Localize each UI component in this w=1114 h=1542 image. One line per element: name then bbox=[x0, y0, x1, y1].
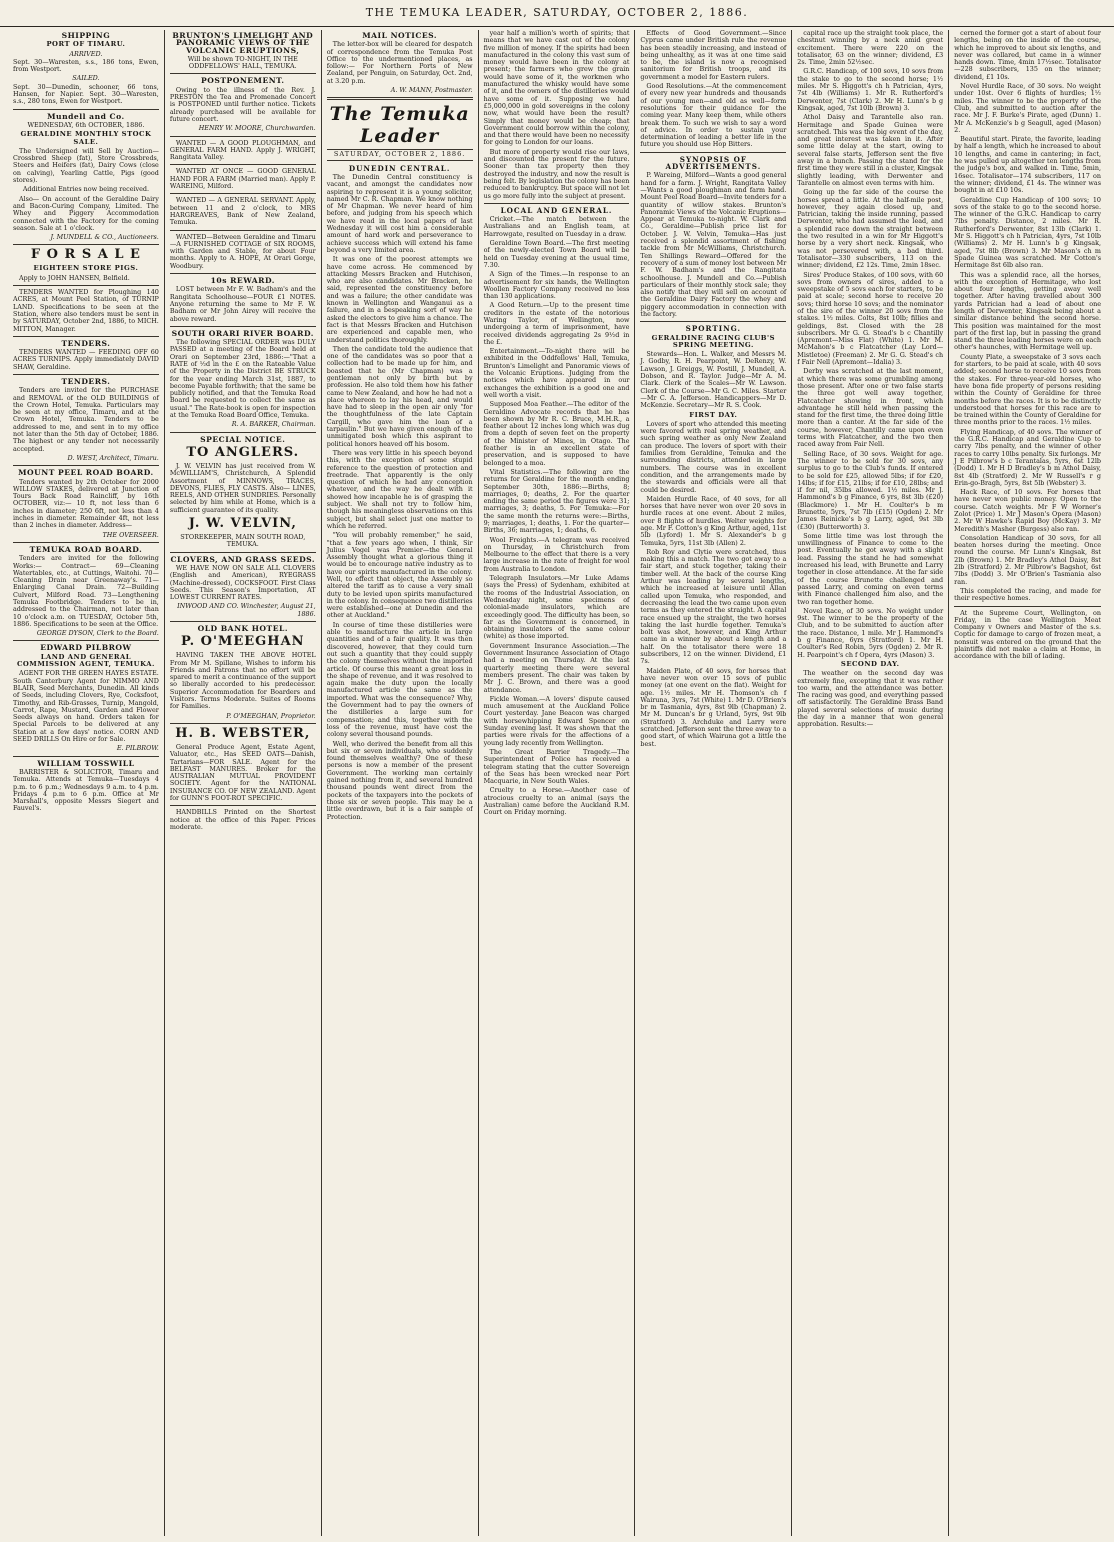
wanted-servant-text: WANTED — A GENERAL SERVANT. Apply, between 11 and 2 o'clock, to MRS HARGREAVES, Bank of New Zealand, Temuka. bbox=[169, 196, 316, 227]
omeeghan-text: HAVING TAKEN THE ABOVE HOTEL From Mr M. Spillane, Wishes to inform his Friends and Patrons that no effort will be spared to merit a continuance of the support so liberally accorded to his predecessor. Superior Accommodation for Boarders and Visitors. Terms Moderate. Suites of Rooms for Families. bbox=[169, 651, 316, 711]
divider bbox=[327, 97, 473, 100]
divider bbox=[640, 152, 786, 153]
local-general-heading: LOCAL AND GENERAL. bbox=[500, 205, 613, 215]
reward-heading: 10s REWARD. bbox=[210, 276, 275, 286]
race-report: County Plate, a sweepstake of 3 sovs each for starters, to be paid at scale, with 40 sovs added; second horse to receive 10 sovs from the stakes. For three-year-old horses, who have bona fide property of persons residing within the County of Geraldine for three months before the races. It is to be distinctly understood that horses for this race are to be trained within the County of Geraldine for three months prior to the races. 1½ miles. bbox=[954, 352, 1101, 427]
divider bbox=[13, 244, 159, 245]
columns-container bbox=[8, 30, 1106, 1536]
race-report: cerned the former got a start of about four lengths, being on the inside of the course, which he improved to about six lengths, and never was collared, but came in a winner hands down. Time, 4min 17½sec. Totalisator—228 subscribers, 135 on the winner; dividend, £1 10s. bbox=[954, 30, 1101, 81]
divider bbox=[13, 336, 159, 337]
postponement-heading: POSTPONEMENT. bbox=[201, 76, 285, 86]
newspaper-title-block bbox=[327, 103, 473, 160]
sailed-heading: SAILED. bbox=[72, 74, 100, 83]
race-report: Novel Hurdle Race, of 30 sovs. No weight under 10st. Over 6 flights of hurdles; 1½ miles. The winner to be the property of the Club, and submitted to auction after the race. Mr J. F. Burke's Pirate, aged (Dunn) 1. Mr A. McKenzie's b g Seagull, aged (Mason) 2. bbox=[954, 82, 1101, 134]
divider bbox=[954, 606, 1101, 607]
race-report: Maiden Hurdle Race, of 40 sovs, for all horses that have never won over 20 sovs in hurdle races at one event. About 2 miles, over 8 flights of hurdles. Welter weights for age. Mr F. Cotton's g King Arthur, aged, 11st 5lb (Lyford) 1. Mr S. Alexander's b g Temuka, 5yrs, 11st 3lb (Allen) 2. bbox=[640, 494, 787, 547]
south-orari-signature: R. A. BARKER, Chairman. bbox=[231, 420, 316, 429]
ploughing-tenders-text: TENDERS WANTED for Ploughing 140 ACRES, at Mount Peel Station, of TURNIP LAND. Specifications to be seen at the Station, where also tenders must be sent in by SATURDAY, October 2nd, 1886, to MICH. MITTON, Manager. bbox=[13, 288, 159, 333]
geraldine-sale-text: The Undersigned will Sell by Auction— Crossbred Sheep (fat), Store Crossbreds, Steers and Heifers (fat), Dairy Cows (close on calving), Yearling Cattle, Pigs (good stores). bbox=[13, 146, 159, 185]
south-orari-heading: SOUTH ORARI RIVER BOARD. bbox=[171, 328, 314, 338]
mundell-signature: J. MUNDELL & CO., Auctioneers. bbox=[50, 233, 159, 242]
velvin-subheading: STOREKEEPER, MAIN SOUTH ROAD, TEMUKA. bbox=[180, 533, 306, 549]
brunton-heading: BRUNTON'S LIMELIGHT AND PANORAMIC VIEWS OF THE VOLCANIC ERUPTIONS, bbox=[172, 31, 314, 55]
divider bbox=[170, 326, 316, 327]
mundell-date: WEDNESDAY, 6th OCTOBER, 1886. bbox=[27, 120, 145, 129]
divider bbox=[13, 285, 159, 286]
local-item: Vital Statistics.—The following are the returns for Geraldine for the month ending September 30th, 1886:—Births, 8; marriages, 0; deaths, 2. For the quarter ending the same period the figures were 31; marriages, 3; deaths, 5. For Temuka:—For the same month the returns were:—Births, 9; marriages, 1; deaths, 1. For the quarter—Births, 36; marriages, 1; deaths, 6. bbox=[483, 467, 630, 535]
dunedin-paragraph: The Dunedin Central constituency is vacant, and amongst the candidates now aspiring to represent it is a young solicitor, named Mr C. R. Chapman. We know nothing of Mr Chapman. We never heard of him before, and judging from his speech which we have read in the local papers of last Wednesday it will cost him a considerable amount of hard work and perseverance to achieve success which will extend his fame beyond a very limited area. bbox=[326, 172, 473, 254]
arrived-text: Sept. 30—Waresten, s.s., 186 tons, Ewen, from Westport. bbox=[13, 57, 159, 74]
shipping-heading: SHIPPING bbox=[61, 31, 111, 40]
divider bbox=[170, 73, 316, 74]
divider bbox=[170, 230, 316, 231]
column-4 bbox=[479, 30, 636, 1536]
court-report: At the Supreme Court, Wellington, on Friday, in the case Wellington Meat Company v Owners and Master of the s.s. Coptic for damage to cargo of frozen meat, a nonsuit was entered on the ground that the plaintiffs did not make a claim at Home, in accordance with the bill of lading. bbox=[954, 608, 1101, 661]
divider bbox=[13, 640, 159, 641]
pilbrow-signature: E. PILBROW. bbox=[116, 744, 159, 753]
editorial-continued: But more of property would rise our laws, and discounted the present for the future. Sooner than tax property then they destroyed the industry, and now the result is being felt. By legislation the colony has been reduced to bankruptcy. But space will not let us go more fully into the subject at present. bbox=[483, 147, 630, 200]
omeeghan-signature: P. O'MEEGHAN, Proprietor. bbox=[226, 711, 316, 720]
editorial-continued: year half a million's worth of spirits; that means that we have cast out of the colony five million of money. If the spirits had been manufactured in the colony this vast sum of money would have been in the colony at present; the farmers who grew the grain would have some of it, the workmen who manufactured the whisky would have some of it, and the owners of the distilleries would have some of it. Supposing we had £5,000,000 in gold sovereigns in the colony now, what would have been the result? Simply that money would be cheap; that Government could borrow within the colony, and that there would have been no necessity for going to London for our loans. bbox=[483, 30, 630, 147]
dunedin-paragraph: Then the candidate told the audience that one of the candidates was so poor that a collection had to be made up for him, and boasted that he (Mr Chapman) was a gentleman not only by birth but by profession. He also told them how his father came to New Zealand, and how he had not a place whereon to lay his head, and would have had to sleep in the open air only "for the thoughtfulness of the late Captain Cargill, who gave him the loan of a tarpaulin." But we have given enough of the unmitigated bosh which this aspirant to political honors heaved off his bosom. bbox=[326, 344, 473, 448]
for-sale-text: Apply to JOHN HANSEN, Belfield. bbox=[19, 273, 130, 282]
sailed-text: Sept. 30—Dunedin, schooner, 66 tons, Hansen, for Napier. Sept. 30—Waresten, s.s., 280 tons, Ewen for Westport. bbox=[13, 82, 159, 106]
race-report: Some little time was lost through the unwillingness of Finance to come to the post. Eventually he got away with a slight lead. Passing the stand he had somewhat increased his lead, with Brunette and Larry together in close attendance. At the far side of the course Brunette challenged and passed Larry, and coming on even terms with Finance challenged him also, and the two ran together home. bbox=[797, 531, 944, 606]
race-report: The weather on the second day was extremely fine, excepting that it was rather too warm, and the attendance was better. The racing was good, and everything passed off satisfactorily. The Geraldine Brass Band played several selections of music during the day in a manner that won general approbation. Results:— bbox=[797, 669, 944, 729]
wanted-cottage-text: WANTED—Between Geraldine and Timaru—A FURNISHED COTTAGE of SIX ROOMS, with Garden and Stable, for about Four months. Apply to A. HOPE, At Orari Gorge, Woodbury. bbox=[169, 232, 316, 270]
column-2 bbox=[165, 30, 322, 1536]
second-day-heading: SECOND DAY. bbox=[840, 659, 900, 668]
local-item: A Good Return.—Up to the present time creditors in the estate of the notorious Waring Taylor, of Wellington, now undergoing a term of imprisonment, have received dividends aggregating 2s 9½d in the £. bbox=[483, 301, 630, 346]
race-report: G.R.C. Handicap, of 100 sovs, 10 sovs from the stake to go to the second horse; 1½ miles. Mr S. Higgott's ch h Patrician, 4yrs, 7st 4lb (Williams) 1. Mr R. Rutherford's Derwenter, 7st (Clark) 2. Mr H. Lunn's b g Kingsak, aged, 7st 10lb (Brown) 3. bbox=[797, 67, 944, 112]
special-notice-heading: SPECIAL NOTICE. bbox=[200, 434, 286, 444]
divider bbox=[170, 723, 316, 724]
local-item: Fickle Woman.—A lovers' dispute caused much amusement at the Auckland Police Court yesterday. Jane Beacon was charged with horsewhipping Edward Spencer on Sunday evening last. It was shown that the parties were rivals for the affections of a young lady recently from Wellington. bbox=[483, 694, 630, 747]
wanted-ploughman-text: WANTED — A GOOD PLOUGHMAN, and GENERAL FARM HAND. Apply J. WRIGHT, Rangitata Valley. bbox=[169, 138, 316, 162]
whey-piggery-text: Also— On account of the Geraldine Dairy and Bacon-Curing Company, Limited. The Whey and Piggery Accommodation connected with the Factory for the coming season. Sale at 1 o'clock. bbox=[13, 194, 159, 232]
column-5 bbox=[635, 30, 792, 1536]
race-report: Maiden Plate, of 40 sovs, for horses that have never won over 15 sovs of public money (at one event on the flat). Weight for age. 1½ miles. Mr H. Thomson's ch f Wairuna, 3yrs, 7st (White) 1. Mr D. O'Brien's br m Tasmania, 4yrs, 8st 9lb (Chapman) 2. Mr M. Duncan's br g Urland, 5yrs, 9st 9lb (Stratford) 3. Archduke and Larry were scratched. Jefferson sent the three away to a good start, of which Wairuna got a little the best. bbox=[640, 666, 787, 748]
turnips-tenders-text: TENDERS WANTED — FEEDING OFF 60 ACRES TURNIPS. Apply immediately DAVID SHAW, Geraldine. bbox=[13, 348, 159, 371]
mail-notices-signature: A. W. MANN, Postmaster. bbox=[390, 86, 473, 95]
first-day-heading: FIRST DAY. bbox=[689, 410, 738, 419]
divider bbox=[170, 164, 316, 165]
synopsis-text: P. Wareing, Milford—Wants a good general hand for a farm. J. Wright, Rangitata Valley—Wants a good ploughman and farm hand. Mount Peel Road Board—Invite tenders for a quantity of willow stakes. Brunton's Panoramic Views of the Volcanic Eruptions—Appear at Temuka to-night. W. Clark and Co., Geraldine—Publish price list for October. J. W. Velvin, Temuka—Has just received a splendid assortment of fishing tackle from Mr McWilliams, Christchurch. Ten Shillings Reward—Offered for the recovery of a sum of money lost between Mr F. W. Badham's and the Rangitata schoolhouse. J. Mundell and Co.—Publish particulars of their monthly stock sale; they also notify that they will sell on account of the Geraldine Dairy Factory the whey and piggery accommodation in connection with the factory. bbox=[640, 171, 787, 318]
tosswill-heading: WILLIAM TOSSWILL bbox=[37, 758, 135, 768]
race-report: Lovers of sport who attended this meeting were favored with real spring weather, and such spring weather as only New Zealand can produce. The lovers of sport with their families from Geraldine, Temuka and the surrounding districts, attended in large numbers. The course was in excellent condition, and the arrangements made by the stewards and officials were all that could be desired. bbox=[640, 419, 787, 494]
divider bbox=[170, 432, 316, 433]
divider bbox=[13, 374, 159, 375]
brunton-text: Will be shown TO-NIGHT, IN THE ODDFELLOWS' HALL, TEMUKA. bbox=[187, 54, 298, 71]
old-bank-heading: OLD BANK HOTEL. bbox=[197, 624, 288, 633]
pilbrow-subheading: LAND AND GENERAL COMMISSION AGENT, TEMUKA. bbox=[16, 652, 155, 669]
column-7 bbox=[949, 30, 1106, 1536]
clovers-signature: INWOOD AND CO. Winchester, August 21, 1886. bbox=[177, 602, 316, 618]
divider bbox=[170, 273, 316, 274]
mail-notices-heading: MAIL NOTICES. bbox=[362, 31, 438, 40]
local-item: Cruelty to a Horse.—Another case of atrocious cruelty to an animal (says the Australian) came before the Auckland R.M. Court on Friday morning. bbox=[483, 786, 630, 817]
race-report: Athol Daisy and Tarantelle also ran. Hermitage and Spade Guinea were scratched. This was the big event of the day, and great interest was taken in it. After some little delay at the start, owing to several false starts, Jefferson sent the five away in a bunch. Passing the stand for the first time they were still in a cluster, Kingsak slightly leading, with Derwenter and Tarantelle on almost even terms with him. bbox=[797, 113, 944, 187]
pilbrow-text: AGENT FOR THE GREEN HAYES ESTATE. South Canterbury Agent for NIMMO AND BLAIR, Seed Merchants, Dunedin. All kinds of Seeds, including Clovers, Rye, Cocksfoot, Timothy, and Rib-Grasses, Turnip, Mangold, Carrot, Rape, Mustard, Garden and Flower Seeds always on hand. Orders taken for Special Parcels to be delivered at any Station at a few days' notice. CORN AND SEED DRILLS On Hire or for Sale. bbox=[13, 669, 159, 744]
geraldine-sale-heading: GERALDINE MONTHLY STOCK SALE. bbox=[20, 130, 152, 146]
mount-peel-signature: THE OVERSEER. bbox=[102, 530, 159, 539]
local-item: Entertainment.—To-night there will be exhibited in the Oddfellows' Hall, Temuka, Brunton's Limelight and Panoramic views of the Volcanic Eruptions. Judging from the notices which have appeared in our exchanges the exhibition is a good one and well worth a visit. bbox=[483, 347, 630, 399]
local-item: The Great Barrier Tragedy.—The Superintendent of Police has received a telegram stating that the cutter Sovereign of the Seas has been wrecked near Port Macquarie, in New South Wales. bbox=[483, 747, 630, 786]
page-masthead: THE TEMUKA LEADER, SATURDAY, OCTOBER 2, 1886. bbox=[0, 0, 1114, 27]
crown-tenders-signature: D. WEST, Architect, Timaru. bbox=[67, 453, 159, 462]
webster-text: General Produce Agent, Estate Agent, Valuator, etc., Has SEED OATS—Danish, Tartarians—FOR SALE. Agent for the BELFAST MANURES. Broker for the AUSTRALIAN MUTUAL PROVIDENT SOCIETY. Agent for the NATIONAL INSURANCE CO. OF NEW ZEALAND. Agent for GUNN'S FOOT-ROT SPECIFIC. bbox=[169, 742, 316, 803]
racing-meeting-heading: GERALDINE RACING CLUB'S SPRING MEETING. bbox=[651, 333, 776, 349]
temuka-road-signature: GEORGE DYSON, Clerk to the Board. bbox=[36, 629, 159, 638]
webster-heading: H. B. WEBSTER, bbox=[175, 725, 311, 741]
race-report: capital race up the straight took place, the chestnut winning by a neck amid great excitement. There were 220 on the totalisator, 63 on the winner; dividend, £3 2s. Time, 2min 52½sec. bbox=[797, 30, 944, 67]
race-report: Novel Race, of 30 sovs. No weight under 9st. The winner to be the property of the Club, and to be submitted to auction after the race. Distance, 1 mile. Mr J. Hammond's b g Finance, 6yrs (Stratford) 1. Mr H. Coulter's Red Robin, 5yrs (Ogden) 2. Mr R. H. Pearpoint's ch f Opera, 4yrs (Mason) 3. bbox=[797, 606, 944, 659]
mount-peel-heading: MOUNT PEEL ROAD BOARD. bbox=[18, 468, 154, 478]
divider bbox=[170, 552, 316, 553]
race-report: Sires' Produce Stakes, of 100 sovs, with 60 sovs from owners of sires, added to a sweepstake of 5 sovs each for starters, to be paid at scale; second horse to receive 20 sovs; third horse 10 sovs; and the nominator of the sire of the winner 20 sovs from the stakes. 1½ miles. Colts, 8st 10lb; fillies and geldings, 8st. Closed with the 28 subscribers. Mr G. G. Stead's b c Chantilly (Apremont—Miss Flat) (White) 1. Mr M. McMahon's b c Flatcatcher (Lay Lord—Mistletoe) (Freeman) 2. Mr G. G. Stead's ch f Fair Nell (Apremont—Idalia) 3. bbox=[797, 270, 944, 367]
newspaper-dateline: SATURDAY, OCTOBER 2, 1886. bbox=[327, 149, 473, 160]
local-item: Government Insurance Association.—The Government Insurance Association of Otago had a meeting on Thursday. At the last quarterly meeting there were several members present. The chair was taken by Mr J. C. Brown, and there was a good attendance. bbox=[483, 641, 630, 694]
dunedin-paragraph: In course of time these distilleries were able to manufacture the article in large quantities and of a fair quality. It was then discovered, however, that they could turn out such a quantity that they could supply the colony themselves without the imported article. Of course this meant a great loss in the shape of revenue, and it was resolved to again make the duty upon the locally manufactured article the same as the imported. What was the consequence? Why, the Government had to pay the owners of the distilleries a large sum for compensation; and this, together with the loss of the revenue, must have cost the colony several thousand pounds. bbox=[326, 620, 473, 739]
crown-tenders-text: Tenders are invited for the PURCHASE and REMOVAL of the OLD BUILDINGS of the Crown Hotel, Temuka. Particulars may be seen at my office, Timaru, and at the Crown Hotel, Temuka. Tenders to be addressed to me, and sent in to my office not later than the 5th day of October, 1886. The highest or any tender not necessarily accepted. bbox=[13, 386, 159, 453]
local-item: Wool Freights.—A telegram was received on Thursday, in Christchurch from Melbourne to the effect that there is a very large increase in the rate of freight for wool from Australia to London. bbox=[483, 535, 630, 573]
clovers-text: WE HAVE NOW ON SALE ALL CLOVERS (English and American), RYEGRASS (Machine-dressed), COCKSFOOT. First Class Seeds. This Season's Importation, AT LOWEST CURRENT RATES. bbox=[169, 563, 316, 602]
temuka-road-text: Tenders are invited for the following Works:— Contract— 69—Cleaning Watertables, etc., at Cuttings, Waitohi. 70—Cleaning Drain near Greenaway's. 71—Enlarging Canal Drain. 72—Building Culvert, Milford Road. 73—Lengthening Temuka Footbridge. Tenders to be in, addressed to the Chairman, not later than 10 o'clock a.m. on TUESDAY, October 5th, 1886. Specifications to be seen at the Office. bbox=[13, 554, 159, 628]
omeeghan-heading: P. O'MEEGHAN bbox=[181, 634, 305, 650]
tosswill-text: BARRISTER & SOLICITOR, Timaru and Temuka. Attends at Temuka—Tuesdays 4 p.m. to 6 p.m.; Wednesdays 9 a.m. to 4 p.m. Fridays 4 p.m to 6 p.m. Office at Mr Marshall's, opposite Messrs Siegert and Fauvel's. bbox=[13, 767, 159, 813]
dunedin-paragraph: There was very little in his speech beyond this, with the exception of some stupid reference to the question of protection and freetrade. That apparently is the only question of which he had any conception whatever, and the way he dealt with it showed how incapable he is of grasping the subject. We shall not try to follow him, though his meaningless observations on this subject, but shall select just one matter to which he referred. bbox=[326, 448, 473, 530]
local-item: Good Resolutions.—At the commencement of every new year hundreds and thousands of our young men—and old as well—form resolutions for their guidance for the coming year. Many keep them, while others break them. To such we wish to say a word of advice. In order to sustain your determination of leading a better life in the future you should use Hop Bitters. bbox=[640, 82, 787, 149]
divider bbox=[13, 465, 159, 466]
geraldine-sale-note: Additional Entries now being received. bbox=[22, 185, 150, 194]
divider bbox=[13, 542, 159, 543]
for-sale-heading: F O R S A L E bbox=[30, 247, 141, 263]
dunedin-paragraph: "You will probably remember," he said, "that a few years ago when, I think, Sir Julius Vogel was Premier—the General Assembly thought what a glorious thing it would be to encourage native industry as to have our spirits manufactured in the colony. Well, to effect that object, the Assembly so altered the tariff as to cause a very small duty to be levied upon spirits manufactured in the colony. In consequence two distilleries were established—one at Dunedin and the other at Auckland." bbox=[326, 531, 473, 620]
wanted-farm-hand-text: WANTED AT ONCE — GOOD GENERAL HAND FOR A FARM (Married man). Apply P. WAREING, Milford. bbox=[169, 167, 316, 191]
postponement-text: Owing to the illness of the Rev. J. PRESTON the Tea and Promenade Concert is POSTPONED until further notice. Tickets already purchased will be available for future concert. bbox=[169, 85, 316, 123]
reward-text: LOST between Mr F. W. Badham's and the Rangitata Schoolhouse—FOUR £1 NOTES. Anyone returning the same to Mr F. W. Badham or Mr John Airey will receive the above reward. bbox=[169, 285, 316, 323]
temuka-road-heading: TEMUKA ROAD BOARD. bbox=[29, 544, 143, 554]
anglers-text: J. W. VELVIN has just received from W. McWILLIAM'S, Christchurch, A Splendid Assortment of MINNOWS, TRACES, DEVONS, FLIES, FLY CASTS. Also— LINES, REELS, AND OTHER SUNDRIES. Personally selected by him while at Home, which is a sufficient guarantee of its quality. bbox=[169, 461, 316, 514]
mail-notices-text: The letter-box will be cleared for despatch of correspondence from the Temuka Post Office to the undermentioned places, as follow:— For Northern Ports of New Zealand, per Penguin, on Saturday, Oct. 2nd, at 3.20 p.m. bbox=[326, 40, 473, 85]
divider bbox=[170, 805, 316, 806]
column-1 bbox=[8, 30, 165, 1536]
pilbrow-heading: EDWARD PILBROW bbox=[40, 643, 132, 653]
divider bbox=[170, 136, 316, 137]
race-report: Geraldine Cup Handicap of 100 sovs; 10 sovs of the stake to go to the second horse. The winner of the G.R.C. Handicap to carry 7lbs penalty. Distance, 2 miles. Mr R. Rutherford's Derwenter, 8st 13lb (Clark) 1. Mr S. Higgott's ch h Patrician, 4yrs, 7st 10lb (Williams) 2. Mr H. Lunn's b g Kingsak, aged, 7st 8lb (Brown) 3. Mr Mason's ch m Spade Guinea was scratched. Mr Cotton's Hermitage 8st 6lb also ran. bbox=[954, 195, 1101, 270]
divider bbox=[170, 193, 316, 194]
race-report: Consolation Handicap of 30 sovs, for all beaten horses during the meeting. Once round the course. Mr Lunn's Kingsak, 8st 2lb (Brown) 1. Mr Bradley's Athol Daisy, 8st 2lb (Stratford) 2. Mr Pilbrow's Bagshot, 6st 7lbs (Dodd) 3. Mr O'Brien's Tasmania also ran. bbox=[954, 533, 1101, 586]
dunedin-central-heading: DUNEDIN CENTRAL. bbox=[348, 163, 451, 173]
dunedin-paragraph: Well, who derived the benefit from all this but six or seven individuals, who suddenly found themselves wealthy? One of these persons is now a member of the present Government. The working man certainly gained nothing from it, and several hundred thousand pounds went direct from the pockets of the taxpayers into the pockets of those six or seven people. This may be a little overdrawn, but it is a fair sample of Protection. bbox=[326, 739, 473, 821]
divider bbox=[13, 109, 159, 110]
local-item: Supposed Moa Feather.—The editor of the Geraldine Advocate records that he has been shown by Mr R. C. Bruce, M.H.R., a feather about 12 inches long which was dug from a depth of seven feet on the property of the Minister of Mines, in Otago. The feather is in an excellent state of preservation, and is supposed to have belonged to a moa. bbox=[483, 400, 630, 467]
local-item: Geraldine Town Board.—The first meeting of the newly-elected Town Board will be held on Tuesday evening at the usual time, 7.30. bbox=[483, 239, 630, 269]
race-report: Rob Roy and Clytie were scratched, thus making this a match. The two got away to a fair start, and stuck together, taking their timber well. At the back of the course King Arthur was leading by several lengths, which he increased at leisure until Allan called upon Temuka, who responded, and decreasing the lead the two came upon even terms as they entered the straight. A capital race ensued up the straight, the two horses taking the last hurdle together. Temuka's bolt was shot, however, and King Arthur came in a winner by about a length and a half. On the totalisator there were 18 subscribers, 12 on the winner. Dividend, £1 7s. bbox=[640, 547, 787, 666]
sporting-heading: SPORTING. bbox=[685, 324, 742, 334]
crown-tenders-heading: TENDERS. bbox=[61, 376, 111, 386]
race-report: This completed the racing, and made for their respective homes. bbox=[954, 586, 1101, 603]
race-report: Beautiful start. Pirate, the favorite, leading by half a length, which he increased to about 10 lengths, and came in cantering; in fact, he was pulled up altogether ten lengths from the judge's box, and walked in. Time, 5min, 16sec. Totalisator—174 subscribers, 117 on the winner; dividend, £1 4s. The winner was bought in at £10 10s. bbox=[954, 135, 1101, 195]
mount-peel-text: Tenders wanted by 2th October for 2000 WILLOW STAKES, delivered at Junction of Tours Back Road Raincliff, by 16th OCTOBER, viz:— 10 ft, not less than 6 inches in diameter; 250 6ft, not less than 4 inches in diameter. Remainder 4ft, not less than 2 inches in diameter. Address— bbox=[13, 477, 159, 530]
column-6 bbox=[792, 30, 949, 1536]
column-3 bbox=[322, 30, 479, 1536]
synopsis-heading: SYNOPSIS OF ADVERTISEMENTS. bbox=[665, 154, 762, 172]
local-item: Telegraph Insulators.—Mr Luke Adams (says the Press) of Sydenham, exhibited at the rooms of the Industrial Association, on Wednesday night, some specimens of colonial-made insulators, which are exceedingly good. The difficulty has been, so far as the Government is concerned, in obtaining insulators of the same colour (white) as those imported. bbox=[483, 574, 630, 641]
local-item: A Sign of the Times.—In response to an advertisement for six hands, the Wellington Woollen Factory Company received no less than 130 applications. bbox=[483, 270, 630, 301]
race-report: Hack Race, of 10 sovs. For horses that have never won public money. Open to the course. Catch weights. Mr F W Worner's Zolot (Price) 1. Mr J Mason's Opera (Mason) 2. Mr W Hawke's Rapid Boy (McKay) 3. Mr Meredith's Masher (Burgess) also ran. bbox=[954, 488, 1101, 533]
divider bbox=[170, 621, 316, 622]
mundell-heading: Mundell and Co. bbox=[47, 111, 125, 121]
dunedin-paragraph: It was one of the poorest attempts we have come across. He commenced by attacking Messrs Bracken and Hutchison, who are also candidates. Mr Bracken, he said, represented the constituency before and was a failure; the other candidate was known in Wellington and Wanganui as a failure, and in a bespeaking sort of way he asked the electors to give him a chance. The fact is that Messrs Bracken and Hutchison are experienced and capable men, who understand politics thoroughly. bbox=[326, 255, 473, 344]
velvin-heading: J. W. VELVIN, bbox=[188, 516, 297, 532]
stewards-text: Stewards—Hon. L. Walker, and Messrs M. J. Godby, R. H. Pearpoint, W. DeRenzy, W. Lawson, J. Greiggs, W. Postill, J. Mundell, A. Dobson, and R. Taylor. Judge—Mr A. M. Clark. Clerk of the Scales—Mr W. Lawson. Clerk of the Course—Mr G. C. Miles. Starter—Mr C. A. Jefferson. Handicappers—Mr D. McKenzie. Secretary—Mr R. S. Cook. bbox=[640, 350, 787, 410]
race-report: Selling Race, of 30 sovs. Weight for age. The winner to be sold for 30 sovs, any surplus to go to the Club's funds. If entered to be sold for £25, allowed 5lbs; if for £20, 14lbs; if for £15, 21lbs; if for £10, 28lbs; and if for nil, 35lbs allowed. 1½ miles. Mr J. Hammond's b g Finance, 6 yrs, 8st 3lb (£20) (Blackmore) 1. Mr H. Coulter's b m Brunette, 5yrs, 7st 7lb (£15) (Ogden) 2. Mr James Reinicke's b g Larry, aged, 9st 3lb (£30) (Butterworth) 3. bbox=[797, 449, 944, 531]
handbills-text: HANDBILLS Printed on the Shortest notice at the office of this Paper. Prices moderate. bbox=[169, 808, 316, 831]
tenders-heading: TENDERS. bbox=[61, 338, 111, 348]
race-report: Going up the far side of the course the horses spread a little. At the half-mile post, however, they again closed up, and Patrician, taking the inside running, passed Derwenter, who had assumed the lead, and a splendid race down the straight between the two resulted in a win for Mr Higgott's horse by a very short neck. Kingsak, who was not persevered with, a bad third. Totalisator—330 subscribers, 113 on the winner; dividend, £2 12s. Time, 2min 18sec. bbox=[797, 188, 944, 270]
anglers-heading: TO ANGLERS. bbox=[186, 444, 300, 460]
local-item: Effects of Good Government.—Since Cyprus came under British rule the revenue has been steadily increasing, and instead of being unhealthy, as it was at one time said to be, the island is now a recognised sanitorium for British troops, and its government a model for Eastern rulers. bbox=[640, 30, 787, 81]
clovers-heading: CLOVERS, AND GRASS SEEDS. bbox=[170, 554, 316, 564]
divider bbox=[13, 756, 159, 757]
arrived-heading: ARRIVED. bbox=[69, 49, 103, 58]
port-heading: PORT OF TIMARU. bbox=[46, 40, 126, 49]
local-item: Cricket.—The match between the Australians and an English team, at Harrowgate, resulted on Tuesday in a draw. bbox=[483, 215, 630, 238]
race-report: Derby was scratched at the last moment, at which there was some grumbling among those present. After one or two false starts the three got well away together, Flatcatcher showing in front, which advantage he still held when passing the stand for the first time, the three doing little more than a canter. At the far side of the course, however, Chantilly came upon even terms with Flatcatcher, and the two then raced away from Fair Nell. bbox=[797, 367, 944, 449]
postponement-signature: HENRY W. MOORE, Churchwarden. bbox=[198, 124, 316, 133]
south-orari-text: The following SPECIAL ORDER was DULY PASSED at a meeting of the Board held at Orari on September 23rd, 1886:—"That a RATE of ½d in the £ on the Rateable Value of the Property in the District BE STRUCK for the year ending March 31st, 1887, to become Payable forthwith; that the same be publicly notified, and that the Temuka Road Board be requested to collect the same as usual." The Rate-book is open for inspection at the Temuka Road Board Office, Temuka. bbox=[169, 338, 316, 420]
divider bbox=[640, 321, 786, 322]
divider bbox=[484, 203, 630, 204]
race-report: This was a splendid race, all the horses, with the exception of Hermitage, who lost about four lengths, getting away well together. After having travelled about 300 yards Patrician had a lead of about one length of Derwenter, Kingsak being about a similar distance behind the second horse. This position was maintained for the most part of the first lap, but in passing the grand stand the three leading horses were on each other's haunches, with Hermitage well up. bbox=[954, 270, 1101, 352]
newspaper-title: The Temuka Leader bbox=[329, 103, 470, 148]
for-sale-subheading: EIGHTEEN STORE PIGS. bbox=[33, 264, 139, 273]
race-report: Flying Handicap, of 40 sovs. The winner of the G.R.C. Handicap and Geraldine Cup to carry 7lbs penalty, and the winner of other races to carry 10lbs penalty. Six furlongs. Mr J E Pilbrow's b c Terantalas, 5yrs, 6st 12lb (Dodd) 1. Mr H D Bradley's b m Athol Daisy, 8st 4lb (Stratford) 2. Mr W Russell's r g Erin-go-Bragh, 5yrs, 8st 5lb (Webster) 3. bbox=[954, 427, 1101, 487]
